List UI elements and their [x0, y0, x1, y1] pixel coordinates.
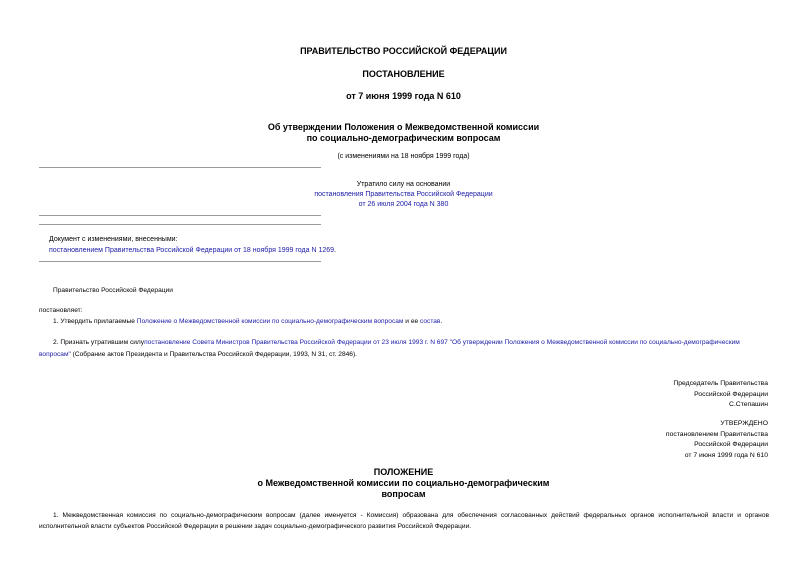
repeal-note-link-line-2[interactable]: от 26 июля 2004 года N 380: [358, 201, 449, 208]
amendments-line: [49, 247, 336, 254]
item-1-tail: .: [440, 318, 443, 325]
item-2: [39, 337, 769, 360]
signature-country: Российской Федерации: [694, 390, 768, 398]
document-title-line-1: Об утверждении Положения о Межведомственной комиссии: [267, 122, 540, 132]
issuer-text: Правительство Российской Федерации: [53, 287, 173, 294]
approved-date: от 7 июня 1999 года N 610: [684, 451, 768, 459]
signature-position: Председатель Правительства: [673, 380, 768, 387]
approved-heading: УТВЕРЖДЕНО: [720, 420, 768, 427]
amendments-intro: Документ с изменениями, внесенными:: [49, 236, 178, 243]
government-heading: ПРАВИТЕЛЬСТВО РОССИЙСКОЙ ФЕДЕРАЦИИ: [300, 46, 507, 56]
signature-block: [673, 379, 768, 411]
item-2-tail: (Собрание актов Президента и Правительства Российской Федерации, 1993, N 31, ст. 2846).: [70, 350, 357, 358]
amendments-tail: .: [334, 247, 336, 254]
separator-rule: [39, 215, 321, 216]
item-1: [53, 318, 442, 325]
regulation-subtitle-line-1: о Межведомственной комиссии по социально-демографическим: [257, 478, 550, 488]
composition-link[interactable]: состав: [419, 318, 441, 325]
document-type-heading: ПОСТАНОВЛЕНИЕ: [362, 69, 445, 79]
repealed-resolution-link[interactable]: постановление Совета Министров Правительства Российской Федерации от 23 июля 1993 г. N 697 "Об утверждении Положения о Межведомственной комиссии по социально-демографическим вопросам": [39, 339, 740, 358]
regulation-paragraph-1: 1. Межведомственная комиссия по социально-демографическим вопросам (далее именуется - Комиссия) образована для обеспечения согласованных действий федеральных органов исполнительной власти и органов исполнительной власти субъектов Российской Федерации в решении задач социально-демографического развития Российской Федерации.: [39, 512, 769, 530]
separator-rule: [39, 261, 321, 262]
approved-by: постановлением Правительства: [665, 430, 768, 438]
item-1-prefix: 1. Утвердить прилагаемые: [53, 318, 137, 325]
regulation-link[interactable]: Положение о Межведомственной комиссии по социально-демографическим вопросам: [136, 318, 404, 325]
item-2-prefix: 2. Признать утратившим силу: [53, 339, 145, 346]
regulation-subtitle-line-2: вопросам: [381, 489, 426, 499]
amended-note: (с изменениями на 18 ноября 1999 года): [337, 153, 470, 160]
repeal-note-text: Утратило силу на основании: [356, 181, 451, 188]
separator-rule: [39, 224, 321, 225]
document-date-number: от 7 июня 1999 года N 610: [346, 91, 461, 101]
regulation-title: ПОЛОЖЕНИЕ: [373, 467, 434, 477]
amendments-link[interactable]: постановлением Правительства Российской Федерации от 18 ноября 1999 года N 1269: [49, 247, 335, 254]
item-1-mid: и ее: [403, 318, 420, 325]
signature-name: С.Степашин: [729, 401, 768, 408]
separator-rule: [39, 167, 321, 168]
approved-country: Российской Федерации: [694, 441, 768, 448]
document-title-line-2: по социально-демографическим вопросам: [306, 133, 501, 143]
resolves-text: постановляет:: [39, 307, 83, 314]
repeal-note-link-line-1[interactable]: постановления Правительства Российской Федерации: [314, 191, 493, 198]
approved-block: [666, 419, 768, 461]
